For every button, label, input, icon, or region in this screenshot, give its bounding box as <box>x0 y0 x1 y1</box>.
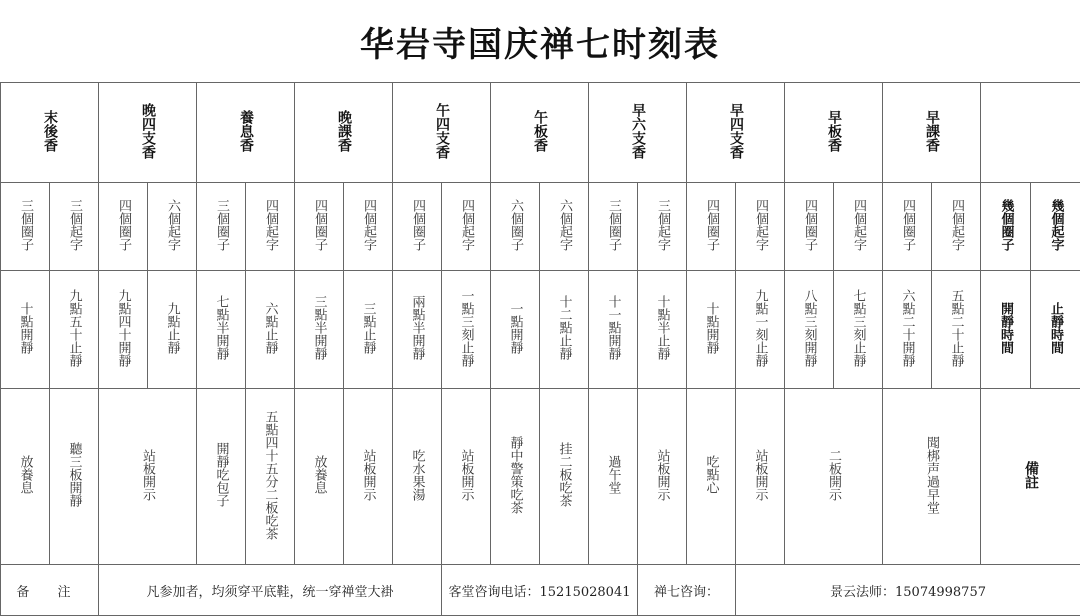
note: 站板開示 <box>752 448 768 501</box>
note: 過午堂 <box>605 455 621 494</box>
note-cell <box>785 389 883 565</box>
stop-time-cell <box>540 271 589 389</box>
footer-phone: 客堂咨询电话：15215028041 <box>442 565 638 616</box>
note-label-cell <box>981 389 1080 565</box>
circle-count: 四個圈子 <box>802 198 817 251</box>
stop-time: 九點止靜 <box>164 301 180 354</box>
note: 二板開示 <box>826 448 841 501</box>
note-cell <box>295 389 344 565</box>
note-cell <box>99 389 197 565</box>
note-cell <box>687 389 736 565</box>
open-time-cell <box>785 271 834 389</box>
open-time: 十點開靜 <box>703 301 719 354</box>
stop-time: 六點止靜 <box>262 301 278 354</box>
circle-count-cell <box>883 183 932 271</box>
rise-count: 六個起字 <box>165 198 180 251</box>
circle-count-cell <box>1 183 50 271</box>
open-time-cell <box>295 271 344 389</box>
rise-count: 四個起字 <box>949 198 964 251</box>
stop-time: 三點止靜 <box>360 301 376 354</box>
circle-count-cell <box>981 183 1031 271</box>
header-label: 早課香 <box>924 109 940 152</box>
open-time: 三點半開靜 <box>311 295 327 360</box>
note: 挂二板吃茶 <box>556 442 572 507</box>
schedule-table <box>0 82 1080 616</box>
rise-count: 四個起字 <box>361 198 376 251</box>
header-label: 晚四支香 <box>140 102 156 159</box>
note: 站板開示 <box>458 448 474 501</box>
open-time-cell <box>393 271 442 389</box>
header-label: 早六支香 <box>630 102 646 159</box>
header-last-group <box>981 96 1080 166</box>
stop-time-cell <box>148 271 197 389</box>
note-cell <box>246 389 295 565</box>
note: 放養息 <box>17 455 33 494</box>
circle-count-label: 幾個圈子 <box>998 198 1014 251</box>
header-cell <box>99 83 197 183</box>
page-title: 华岩寺国庆禅七时刻表 <box>360 24 720 65</box>
note: 放養息 <box>311 455 327 494</box>
header-label: 早四支香 <box>728 102 744 159</box>
header-cell <box>687 83 785 183</box>
open-time: 九點四十開靜 <box>115 288 131 367</box>
stop-time-cell <box>344 271 393 389</box>
note-cell <box>540 389 589 565</box>
stop-time: 九點一刻止靜 <box>752 288 768 367</box>
open-time-cell <box>1 271 50 389</box>
open-time: 一點開靜 <box>507 301 523 354</box>
note: 站板開示 <box>140 448 155 501</box>
open-time: 十點開靜 <box>17 301 33 354</box>
circle-count: 三個圈子 <box>214 198 229 251</box>
stop-time-cell <box>246 271 295 389</box>
header-cell <box>491 83 589 183</box>
circle-count-cell <box>295 183 344 271</box>
rise-count-cell <box>638 183 687 271</box>
rise-count-cell <box>246 183 295 271</box>
circle-count-cell <box>491 183 540 271</box>
note-cell <box>344 389 393 565</box>
footer-master-contact: 景云法师：15074998757 <box>736 565 1080 616</box>
rise-count-cell <box>50 183 99 271</box>
stop-time-label: 止靜時間 <box>1048 301 1063 354</box>
note-cell <box>589 389 638 565</box>
stop-time: 九點五十止靜 <box>66 288 82 367</box>
stop-time-cell <box>932 271 981 389</box>
stop-time-cell <box>638 271 687 389</box>
circle-count: 四個圈子 <box>116 198 131 251</box>
circle-count: 四個圈子 <box>900 198 915 251</box>
rise-count-cell <box>344 183 393 271</box>
open-time-cell <box>883 271 932 389</box>
header-cell <box>883 83 981 183</box>
header-label: 養息香 <box>238 109 254 152</box>
circle-count: 三個圈子 <box>18 198 33 251</box>
rise-count: 四個起字 <box>459 198 474 251</box>
stop-time-cell <box>442 271 491 389</box>
rise-count-cell <box>932 183 981 271</box>
notes-row <box>1 389 1080 565</box>
header-cell-last <box>981 83 1080 183</box>
note-cell <box>736 389 785 565</box>
circle-count-cell <box>99 183 148 271</box>
footer-consult-label: 禅七咨询： <box>638 565 736 616</box>
circle-count: 六個圈子 <box>508 198 523 251</box>
note-cell <box>491 389 540 565</box>
header-cell <box>295 83 393 183</box>
stop-time: 七點三刻止靜 <box>850 288 866 367</box>
stop-time-cell <box>834 271 883 389</box>
header-label: 末後香 <box>42 109 58 152</box>
note: 開靜吃包子 <box>213 442 229 507</box>
note-cell <box>638 389 687 565</box>
header-label: 早板香 <box>826 109 842 152</box>
circle-count-cell <box>785 183 834 271</box>
circle-count-cell <box>197 183 246 271</box>
open-time: 十一點開靜 <box>605 295 621 360</box>
rise-count: 四個起字 <box>753 198 768 251</box>
header-row <box>1 83 1080 183</box>
header-cell <box>589 83 687 183</box>
rise-count-label: 幾個起字 <box>1048 198 1064 251</box>
note: 吃水果湯 <box>409 448 425 501</box>
note: 靜中警策吃茶 <box>507 435 523 514</box>
stop-time-cell <box>736 271 785 389</box>
note-cell <box>1 389 50 565</box>
count-row <box>1 183 1080 271</box>
header-label: 晚課香 <box>336 109 352 152</box>
note: 吃點心 <box>703 455 719 494</box>
rise-count: 四個起字 <box>263 198 278 251</box>
stop-time-cell <box>1031 271 1080 389</box>
note-cell <box>50 389 99 565</box>
open-time: 八點三刻開靜 <box>801 288 817 367</box>
header-cell <box>785 83 883 183</box>
note: 站板開示 <box>654 448 670 501</box>
rise-count: 四個起字 <box>851 198 866 251</box>
time-row <box>1 271 1080 389</box>
stop-time: 五點二十止靜 <box>948 288 964 367</box>
note-cell <box>883 389 981 565</box>
note: 五點四十五分二板吃茶 <box>262 409 278 540</box>
circle-count: 四個圈子 <box>410 198 425 251</box>
open-time: 六點二十開靜 <box>899 288 915 367</box>
open-time-cell <box>197 271 246 389</box>
rise-count: 六個起字 <box>557 198 572 251</box>
rise-count-cell <box>1031 183 1080 271</box>
rise-count: 三個起字 <box>67 198 82 251</box>
stop-time-cell <box>50 271 99 389</box>
note: 聽三板開靜 <box>66 442 82 507</box>
rise-count-cell <box>834 183 883 271</box>
footer-rule: 凡参加者，均须穿平底鞋，统一穿禅堂大褂 <box>99 565 442 616</box>
circle-count-cell <box>393 183 442 271</box>
rise-count: 三個起字 <box>655 198 670 251</box>
open-time-cell <box>491 271 540 389</box>
rise-count-cell <box>540 183 589 271</box>
open-time-cell <box>981 271 1031 389</box>
note-cell <box>442 389 491 565</box>
note: 站板開示 <box>360 448 376 501</box>
open-time-label: 開靜時間 <box>998 301 1013 354</box>
header-label: 午四支香 <box>434 102 450 159</box>
stop-time: 一點三刻止靜 <box>458 288 474 367</box>
open-time: 兩點半開靜 <box>409 295 425 360</box>
open-time-cell <box>589 271 638 389</box>
header-cell <box>1 83 99 183</box>
circle-count: 四個圈子 <box>704 198 719 251</box>
header-cell <box>393 83 491 183</box>
circle-count-cell <box>589 183 638 271</box>
stop-time: 十二點止靜 <box>556 295 572 360</box>
rise-count-cell <box>736 183 785 271</box>
note-label: 備註 <box>1023 460 1039 489</box>
rise-count-cell <box>442 183 491 271</box>
circle-count-cell <box>687 183 736 271</box>
note: 聞梆声過早堂 <box>924 435 939 514</box>
rise-count-cell <box>148 183 197 271</box>
open-time-cell <box>687 271 736 389</box>
stop-time: 十點半止靜 <box>654 295 670 360</box>
footer-note-label: 备 注 <box>1 565 99 616</box>
header-cell <box>197 83 295 183</box>
note-cell <box>393 389 442 565</box>
note-cell <box>197 389 246 565</box>
circle-count: 四個圈子 <box>312 198 327 251</box>
open-time-cell <box>99 271 148 389</box>
header-label: 午板香 <box>532 109 548 152</box>
open-time: 七點半開靜 <box>213 295 229 360</box>
circle-count: 三個圈子 <box>606 198 621 251</box>
